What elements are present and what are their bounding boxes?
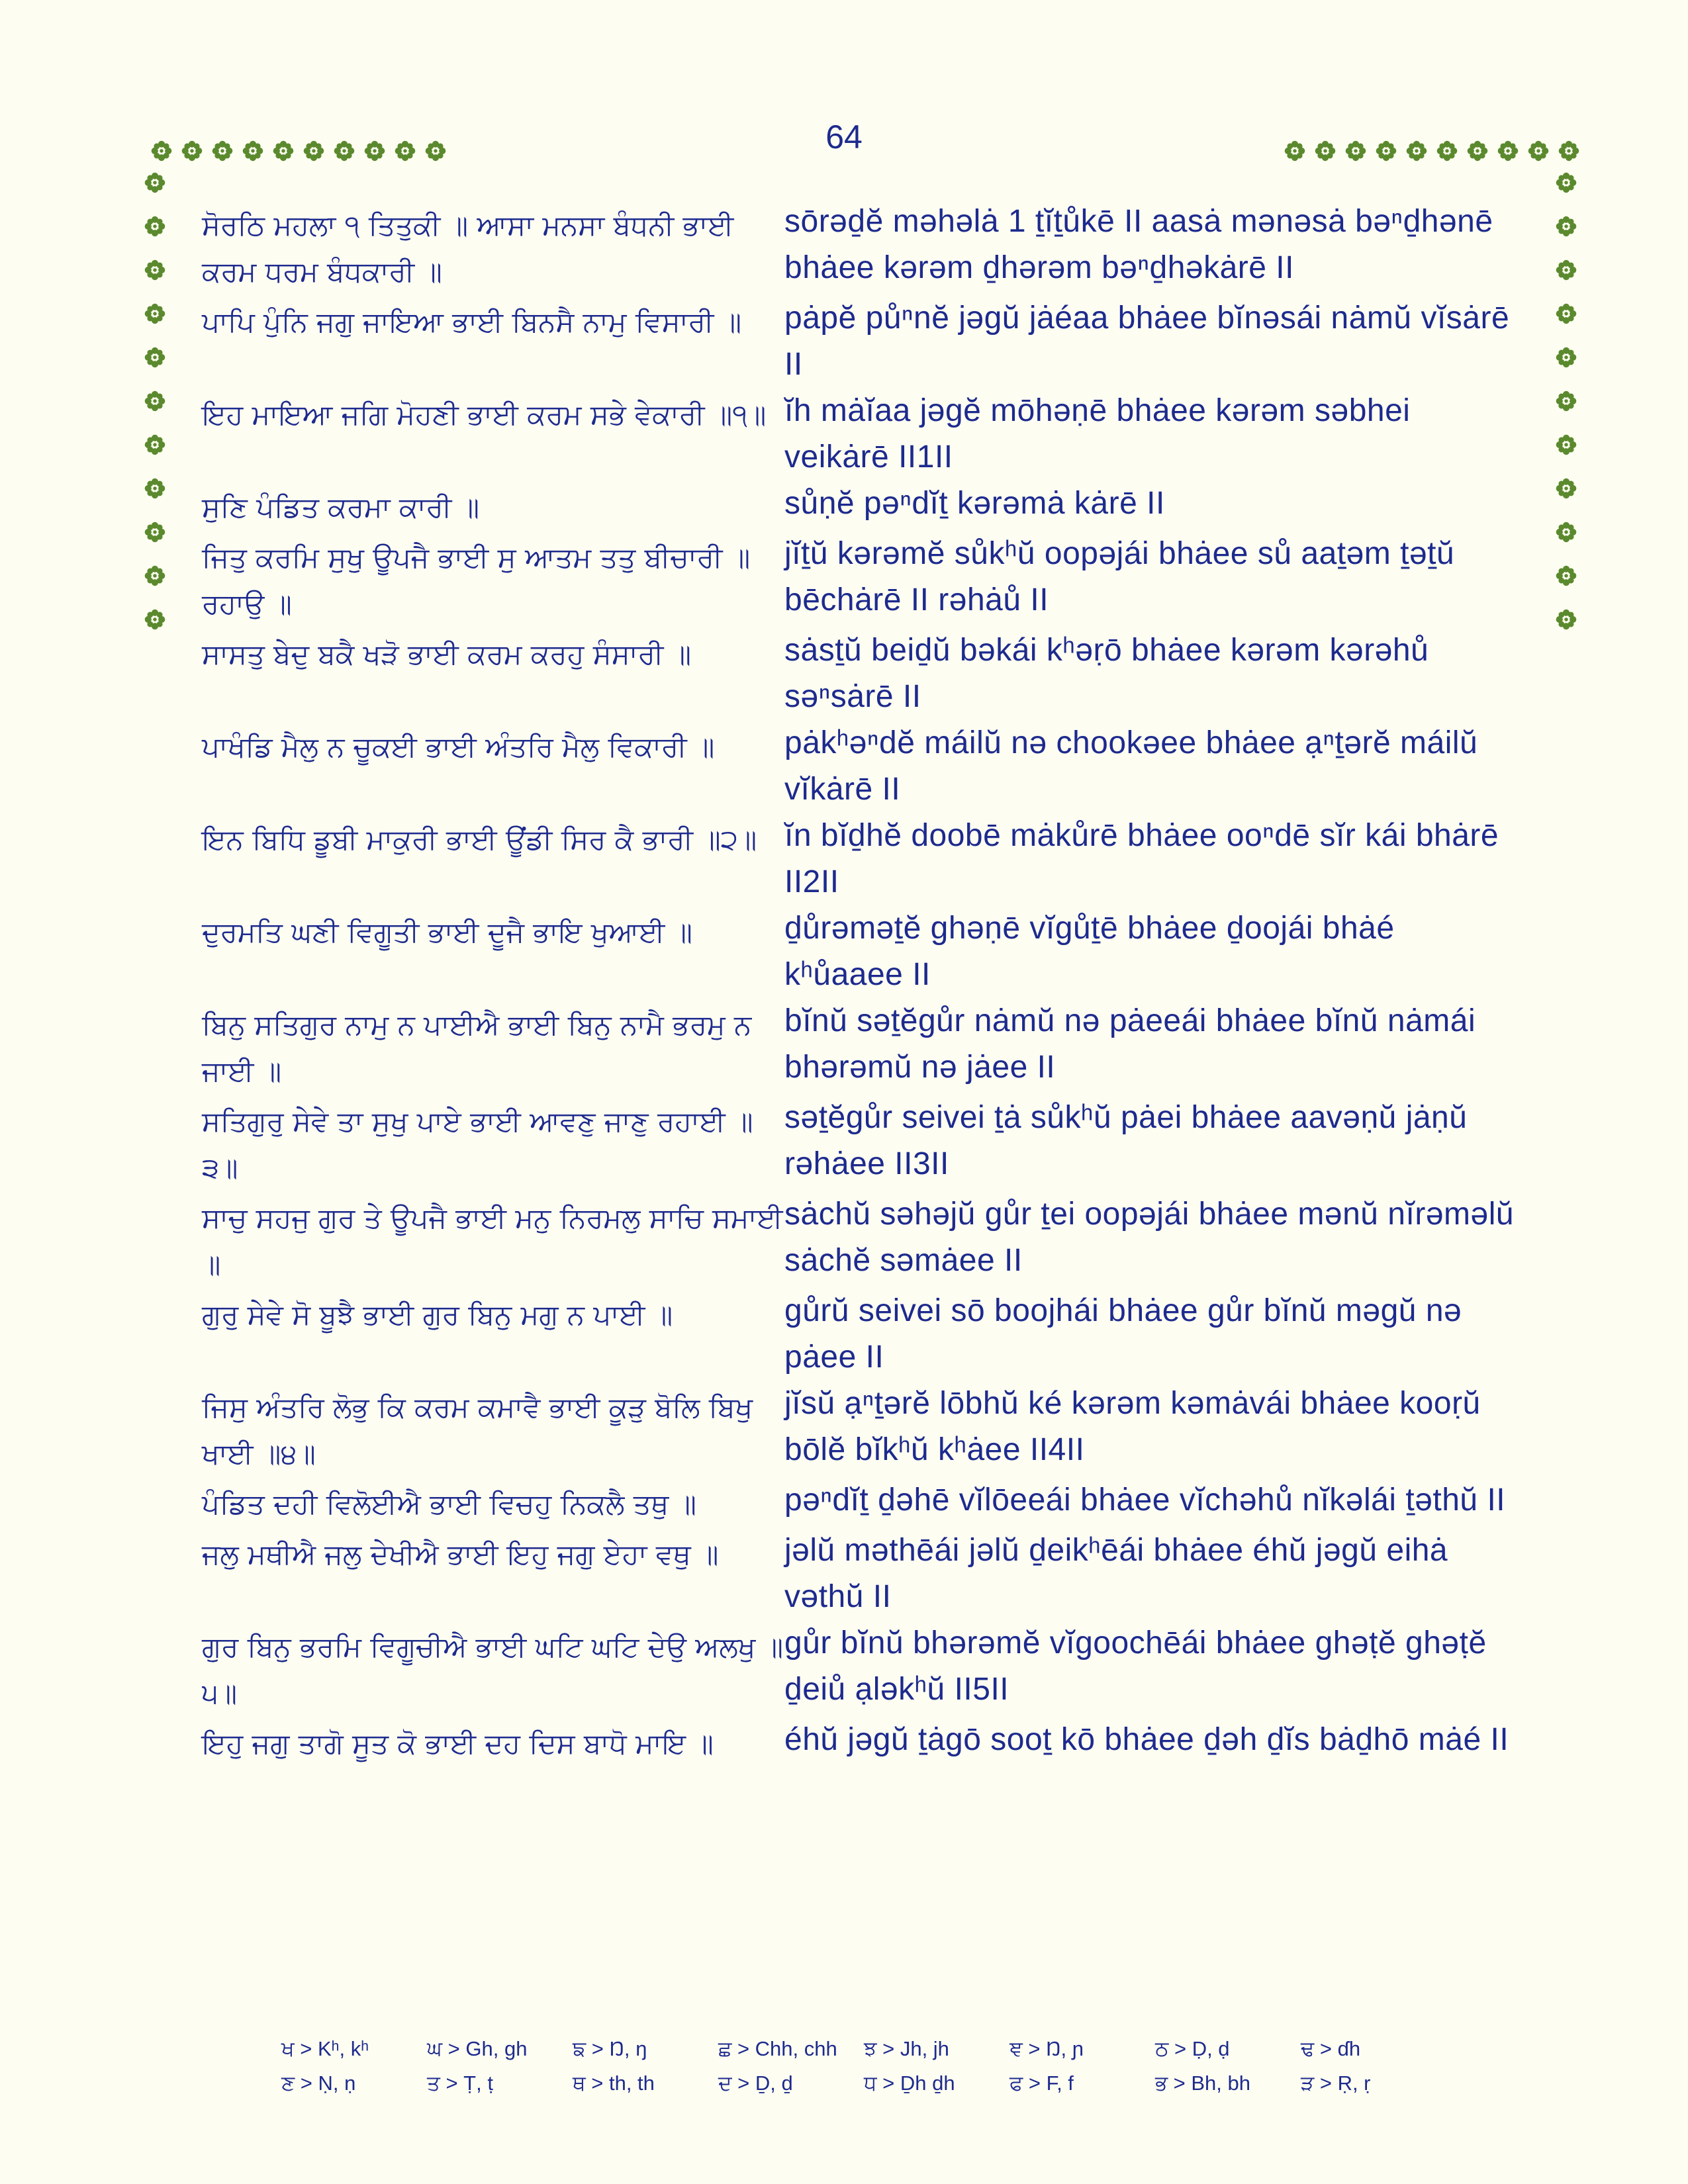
flower-ornament-icon xyxy=(140,387,169,416)
gurmukhi-line: ਪਾਖੰਡਿ ਮੈਲੁ ਨ ਚੂਕਈ ਭਾਈ ਅੰਤਰਿ ਮੈਲੁ ਵਿਕਾਰੀ ॥ xyxy=(202,731,715,763)
transliteration-line: ĭn bĭḏhĕ doobē mȧkůrē bhȧee ooⁿdē sĭr kái bhȧrē II2II xyxy=(784,818,1499,899)
flower-ornament-icon xyxy=(421,136,450,165)
gurmukhi-line: ਸਤਿਗੁਰੁ ਸੇਵੇ ਤਾ ਸੁਖੁ ਪਾਏ ਭਾਈ ਆਵਣੁ ਜਾਣੁ ਰਹਾਈ ॥੩॥ xyxy=(202,1105,753,1184)
legend-entry: ਧ > Ḏh ḏh xyxy=(864,2071,955,2095)
legend-entry: ਦ > Ḏ, ḏ xyxy=(718,2071,793,2095)
gurmukhi-line: ਗੁਰ ਬਿਨੁ ਭਰਮਿ ਵਿਗੂਚੀਐ ਭਾਈ ਘਟਿ ਘਟਿ ਦੇਉ ਅਲਖੁ ॥੫॥ xyxy=(202,1631,784,1709)
gurmukhi-line: ਪੰਡਿਤ ਦਹੀ ਵਿਲੋਈਐ ਭਾਈ ਵਿਚਹੁ ਨਿਕਲੈ ਤਥੁ ॥ xyxy=(202,1488,696,1520)
ornament-border-top-right xyxy=(1280,136,1583,165)
transliteration-line: sůṇĕ pəⁿdĭṯ kərəmȧ kȧrē II xyxy=(784,486,1165,521)
transliteration-line: sȧsṯŭ beiḏŭ bəkái kʰəṛō bhȧee kərəm kərəhů səⁿsȧrē II xyxy=(784,633,1429,714)
legend-entry: ਠ > Ḍ, ḍ xyxy=(1155,2036,1230,2060)
flower-ornament-icon xyxy=(299,136,328,165)
gurmukhi-line: ਇਨ ਬਿਧਿ ਡੂਬੀ ਮਾਕੁਰੀ ਭਾਈ ਊਂਡੀ ਸਿਰ ਕੈ ਭਾਰੀ ॥੨॥ xyxy=(202,823,757,856)
transliteration-line: gůr bĭnŭ bhərəmĕ vĭgoochēái bhȧee ghəṭĕ ghəṭĕ ḏeiů ạləkʰŭ II5II xyxy=(784,1625,1487,1707)
legend-row xyxy=(281,2066,1446,2101)
transliteration-legend xyxy=(281,2032,1446,2101)
flower-ornament-icon xyxy=(238,136,267,165)
transliteration-line: ĭh mȧĭaa jəgĕ mōhəṇē bhȧee kərəm səbhei veikȧrē II1II xyxy=(784,393,1411,475)
verse-row xyxy=(202,1620,1532,1717)
legend-entry: ਢ > ɗh xyxy=(1301,2036,1361,2060)
verse-row xyxy=(202,1191,1532,1288)
flower-ornament-icon xyxy=(1463,136,1492,165)
transliteration-line: səṯĕgůr seivei ṯȧ sůkʰŭ pȧei bhȧee aavəṇŭ jȧṇŭ rəhȧee II3II xyxy=(784,1100,1468,1181)
transliteration-line: éhŭ jəgŭ ṯȧgō sooṯ kō bhȧee ḏəh ḏĭs bȧḏhō mȧé II xyxy=(784,1722,1509,1757)
legend-entry: ਖ > Kʰ, kʰ xyxy=(281,2036,369,2060)
flower-ornament-icon xyxy=(1552,343,1581,372)
transliteration-line: jəlŭ məthēái jəlŭ ḏeikʰēái bhȧee éhŭ jəgŭ eihȧ vəthŭ II xyxy=(784,1533,1448,1614)
legend-entry: ਤ > Ṭ, ṭ xyxy=(427,2071,493,2095)
flower-ornament-icon xyxy=(140,430,169,459)
flower-ornament-icon xyxy=(1552,430,1581,459)
gurmukhi-line: ਜਿਸੁ ਅੰਤਰਿ ਲੋਭੁ ਕਿ ਕਰਮ ਕਮਾਵੈ ਭਾਈ ਕੂੜੁ ਬੋਲਿ ਬਿਖੁ ਖਾਈ ॥੪॥ xyxy=(202,1391,753,1470)
gurmukhi-line: ਇਹ ਮਾਇਆ ਜਗਿ ਮੋਹਣੀ ਭਾਈ ਕਰਮ ਸਭੇ ਵੇਕਾਰੀ ॥੧॥ xyxy=(202,398,767,431)
transliteration-line: bĭnŭ səṯĕgůr nȧmŭ nə pȧeeái bhȧee bĭnŭ nȧmái bhərəmŭ nə jȧee II xyxy=(784,1003,1476,1085)
verse-row xyxy=(202,1477,1532,1527)
gurmukhi-line: ਪਾਪਿ ਪੁੰਨਿ ਜਗੁ ਜਾਇਆ ਭਾਈ ਬਿਨਸੈ ਨਾਮੁ ਵਿਸਾਰੀ ॥ xyxy=(202,306,742,338)
verse-row xyxy=(202,813,1532,905)
legend-entry: ਛ > Chh, chh xyxy=(718,2036,837,2060)
flower-ornament-icon xyxy=(177,136,207,165)
gurmukhi-line: ਸਾਚੁ ਸਹਜੁ ਗੁਰ ਤੇ ਊਪਜੈ ਭਾਈ ਮਨੁ ਨਿਰਮਲੁ ਸਾਚਿ ਸਮਾਈ ॥ xyxy=(202,1202,783,1281)
verse-row xyxy=(202,295,1532,388)
legend-entry: ੜ > Ṛ, ṛ xyxy=(1301,2071,1371,2095)
verse-row xyxy=(202,480,1532,531)
ornament-border-left xyxy=(140,168,169,634)
flower-ornament-icon xyxy=(1341,136,1370,165)
flower-ornament-icon xyxy=(1280,136,1309,165)
flower-ornament-icon xyxy=(140,605,169,634)
legend-entry: ਣ > Ṇ, ṇ xyxy=(281,2071,356,2095)
flower-ornament-icon xyxy=(1552,605,1581,634)
verse-row xyxy=(202,720,1532,813)
flower-ornament-icon xyxy=(391,136,420,165)
gurmukhi-line: ਇਹੁ ਜਗੁ ਤਾਗੋ ਸੂਤ ਕੋ ਭਾਈ ਦਹ ਦਿਸ ਬਾਧੋ ਮਾਇ ॥ xyxy=(202,1727,714,1760)
flower-ornament-icon xyxy=(1552,255,1581,285)
legend-entry: ਙ > Ŋ, ŋ xyxy=(573,2036,647,2060)
legend-entry: ਘ > Gh, gh xyxy=(427,2036,528,2060)
flower-ornament-icon xyxy=(1432,136,1462,165)
flower-ornament-icon xyxy=(140,518,169,547)
flower-ornament-icon xyxy=(1552,561,1581,590)
flower-ornament-icon xyxy=(1552,474,1581,503)
transliteration-line: jĭṯŭ kərəmĕ sůkʰŭ oopəjái bhȧee sů aaṯəm ṯəṯŭ bēchȧrē II rəhȧů II xyxy=(784,536,1455,617)
flower-ornament-icon xyxy=(1493,136,1523,165)
flower-ornament-icon xyxy=(360,136,389,165)
flower-ornament-icon xyxy=(140,299,169,328)
verse-row xyxy=(202,1381,1532,1477)
transliteration-line: pȧkʰəⁿdĕ máilŭ nə chookəee bhȧee ạⁿṯərĕ máilŭ vĭkȧrē II xyxy=(784,725,1478,807)
gurmukhi-line: ਦੁਰਮਤਿ ਘਣੀ ਵਿਗੂਤੀ ਭਾਈ ਦੂਜੈ ਭਾਇ ਖੁਆਈ ॥ xyxy=(202,916,692,948)
legend-entry: ਭ > Bh, bh xyxy=(1155,2071,1250,2095)
legend-entry: ਫ > F, f xyxy=(1009,2071,1074,2095)
flower-ornament-icon xyxy=(140,343,169,372)
page-number: 64 xyxy=(825,118,863,156)
verse-row xyxy=(202,1717,1532,1767)
verse-row xyxy=(202,1527,1532,1620)
gurmukhi-line: ਸੁਣਿ ਪੰਡਿਤ ਕਰਮਾ ਕਾਰੀ ॥ xyxy=(202,491,480,523)
verse-row xyxy=(202,1095,1532,1191)
flower-ornament-icon xyxy=(1552,387,1581,416)
legend-row xyxy=(281,2032,1446,2066)
transliteration-line: pəⁿdĭṯ ḏəhē vĭlōeeái bhȧee vĭchəhů nĭkəlái ṯəthŭ II xyxy=(784,1482,1506,1518)
flower-ornament-icon xyxy=(1524,136,1553,165)
ornament-border-top-left xyxy=(147,136,450,165)
flower-ornament-icon xyxy=(1311,136,1340,165)
transliteration-line: gůrŭ seivei sō boojhái bhȧee gůr bĭnŭ məgŭ nə pȧee II xyxy=(784,1293,1462,1375)
flower-ornament-icon xyxy=(1552,168,1581,197)
ornament-border-right xyxy=(1552,168,1581,634)
transliteration-line: sȧchŭ səhəjŭ gůr ṯei oopəjái bhȧee mənŭ nĭrəməlŭ sȧchĕ səmȧee II xyxy=(784,1197,1515,1278)
verse-row xyxy=(202,627,1532,720)
verse-row xyxy=(202,1288,1532,1381)
verse-row xyxy=(202,388,1532,480)
legend-entry: ਥ > th, th xyxy=(573,2071,655,2095)
flower-ornament-icon xyxy=(140,212,169,241)
flower-ornament-icon xyxy=(140,561,169,590)
legend-entry: ਝ > Jh, jh xyxy=(864,2036,949,2060)
verse-list xyxy=(202,199,1532,1767)
transliteration-line: sōrəḏĕ məhəlȧ 1 ṯĭṯůkē II aasȧ mənəsȧ bəⁿḏhənē bhȧee kərəm ḏhərəm bəⁿḏhəkȧrē II xyxy=(784,204,1493,285)
flower-ornament-icon xyxy=(1372,136,1401,165)
flower-ornament-icon xyxy=(1402,136,1431,165)
gurmukhi-line: ਗੁਰੁ ਸੇਵੇ ਸੋ ਬੂਝੈ ਭਾਈ ਗੁਰ ਬਿਨੁ ਮਗੁ ਨ ਪਾਈ ॥ xyxy=(202,1298,673,1331)
flower-ornament-icon xyxy=(147,136,176,165)
flower-ornament-icon xyxy=(140,255,169,285)
verse-row xyxy=(202,531,1532,627)
transliteration-line: jĭsŭ ạⁿṯərĕ lōbhŭ ké kərəm kəmȧvái bhȧee kooṛŭ bōlĕ bĭkʰŭ kʰȧee II4II xyxy=(784,1386,1481,1467)
gurmukhi-line: ਜਲੁ ਮਥੀਐ ਜਲੁ ਦੇਖੀਐ ਭਾਈ ਇਹੁ ਜਗੁ ਏਹਾ ਵਥੁ ॥ xyxy=(202,1538,719,1570)
flower-ornament-icon xyxy=(330,136,359,165)
gurmukhi-line: ਸਾਸਤੁ ਬੇਦੁ ਬਕੈ ਖੜੋ ਭਾਈ ਕਰਮ ਕਰਹੁ ਸੰਸਾਰੀ ॥ xyxy=(202,638,692,670)
flower-ornament-icon xyxy=(208,136,237,165)
flower-ornament-icon xyxy=(140,168,169,197)
legend-entry: ਞ > Ŋ, ɲ xyxy=(1009,2036,1084,2060)
flower-ornament-icon xyxy=(1554,136,1583,165)
transliteration-line: pȧpĕ půⁿnĕ jəgŭ jȧéaa bhȧee bĭnəsái nȧmŭ vĭsȧrē II xyxy=(784,300,1510,382)
verse-row xyxy=(202,199,1532,295)
gurmukhi-line: ਸੋਰਠਿ ਮਹਲਾ ੧ ਤਿਤੁਕੀ ॥ ਆਸਾ ਮਨਸਾ ਬੰਧਨੀ ਭਾਈ ਕਰਮ ਧਰਮ ਬੰਧਕਾਰੀ ॥ xyxy=(202,209,734,288)
flower-ornament-icon xyxy=(1552,518,1581,547)
transliteration-line: ḏůrəməṯĕ ghəṇē vĭgůṯē bhȧee ḏoojái bhȧé kʰůaaee II xyxy=(784,911,1395,992)
verse-row xyxy=(202,905,1532,998)
flower-ornament-icon xyxy=(140,474,169,503)
gurmukhi-line: ਜਿਤੁ ਕਰਮਿ ਸੁਖੁ ਊਪਜੈ ਭਾਈ ਸੁ ਆਤਮ ਤਤੁ ਬੀਚਾਰੀ ॥ ਰਹਾਉ ॥ xyxy=(202,541,751,620)
gurmukhi-line: ਬਿਨੁ ਸਤਿਗੁਰ ਨਾਮੁ ਨ ਪਾਈਐ ਭਾਈ ਬਿਨੁ ਨਾਮੈ ਭਰਮੁ ਨ ਜਾਈ ॥ xyxy=(202,1009,752,1087)
flower-ornament-icon xyxy=(269,136,298,165)
flower-ornament-icon xyxy=(1552,212,1581,241)
verse-row xyxy=(202,998,1532,1095)
flower-ornament-icon xyxy=(1552,299,1581,328)
